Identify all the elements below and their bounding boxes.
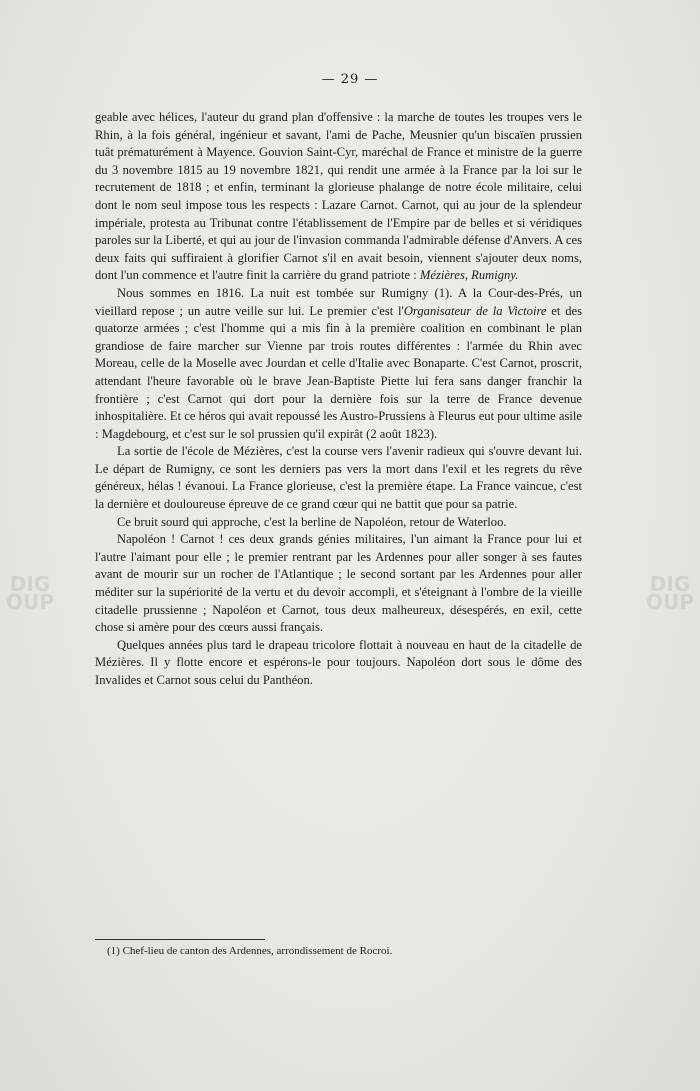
paragraph-1-italic: Mézières, Rumigny.	[419, 268, 519, 283]
paragraph-1	[95, 109, 582, 285]
body-text	[95, 109, 582, 690]
paragraph-4: Ce bruit sourd qui approche, c'est la berline de Napoléon, retour de Waterloo.	[117, 514, 507, 529]
paragraph-2-text: Nous sommes en 1816. La nuit est tombée sur Rumigny (1). A la Cour-des-Prés, un vieillard repose ; un autre veille sur lui. Le premier c'est l'	[95, 285, 582, 318]
paragraph-1-text: geable avec hélices, l'auteur du grand plan d'offensive : la marche de toutes les troupes vers le Rhin, à la fois général, ingénieur et savant, l'ami de Pache, Meusnier qu'un biscaïen prussien tuât prématurément à Mayence. Gouvion Saint-Cyr, maréchal de France et ministre de la guerre du 3 novembre 1815 au 19 novembre 1821, qui rendit une armée à la France par la loi sur le recrutement de 1818 ; et enfin, terminant la glorieuse phalange de notre école militaire, celui dont le nom seul impose tous les respects : Lazare Carnot. Carnot, qui au jour de la splendeur impériale, protesta au Tribunat contre l'établissement de l'Empire par de belles et si véridiques paroles sur la Liberté, et qui au jour de l'invasion commanda l'admirable défense d'Anvers. A ces deux faits qui suffiraient à glorifier Carnot s'il en avait besoin, viennent s'ajouter deux noms, dont l'un commence et l'autre finit la carrière du grand patriote :	[95, 110, 582, 283]
footnote-divider	[95, 939, 265, 940]
watermark-right	[640, 572, 700, 615]
paragraph-3: La sortie de l'école de Mézières, c'est la course vers l'avenir radieux qui s'ouvre devant lui. Le départ de Rumigny, ce sont les derniers pas vers la mort dans l'exil et les regrets du rêve généreux, hélas ! évanoui. La France glorieuse, c'est la première étape. La France vaincue, c'est la dernière et douloureuse épreuve de ce grand cœur qui ne battit que pour sa patrie.	[95, 444, 582, 512]
paragraph-2-rest: et des quatorze armées ; c'est l'homme qui a mis fin à la première coalition en combinant le plan grandiose de faire marcher sur Vienne par trois routes différentes : l'armée du Rhin avec Moreau, celle de la Moselle avec Jourdan et celle d'Italie avec Bonaparte. C'est Carnot, proscrit, attendant l'heure favorable où le brave Jean-Baptiste Piette lui fera sans danger franchir la frontière ; c'est Carnot qui dort pour la dernière fois sur la terre de France devenue inhospitalière. Et ce héros qui avait repoussé les Austro-Prussiens à Fleurus eut pour ultime asile : Magdebourg, et c'est sur le sol prussien qu'il expirât (2 août 1823).	[95, 303, 582, 441]
watermark-text: DIG OUP	[646, 572, 694, 614]
watermark-left	[0, 572, 60, 615]
watermark-text: DIG OUP	[6, 572, 54, 614]
paragraph-5: Napoléon ! Carnot ! ces deux grands génies militaires, l'un aimant la France pour lui et l'autre l'aimant pour elle ; le premier rentrant par les Ardennes pour aller songer à ses fautes avant de mourir sur un rocher de l'Atlantique ; le second sortant par les Ardennes pour aller méditer sur la supériorité de la vertu et du devoir accompli, et s'éteignant à l'ombre de la vieille citadelle prussienne ; Napoléon et Carnot, tous deux malheureux, désespérés, en exil, cette chose si amère pour des cœurs aussi français.	[95, 532, 582, 635]
paragraph-2	[95, 285, 582, 443]
page-number: — 29 —	[321, 72, 379, 87]
paragraph-2-italic: Organisateur de la Victoire	[403, 303, 547, 318]
footnote: (1) Chef-lieu de canton des Ardennes, arrondissement de Rocroi.	[107, 945, 393, 957]
paragraph-6: Quelques années plus tard le drapeau tricolore flottait à nouveau en haut de la citadelle de Mézières. Il y flotte encore et espérons-le pour toujours. Napoléon dort sous le dôme des Invalides et Carnot sous celui du Panthéon.	[95, 637, 582, 687]
